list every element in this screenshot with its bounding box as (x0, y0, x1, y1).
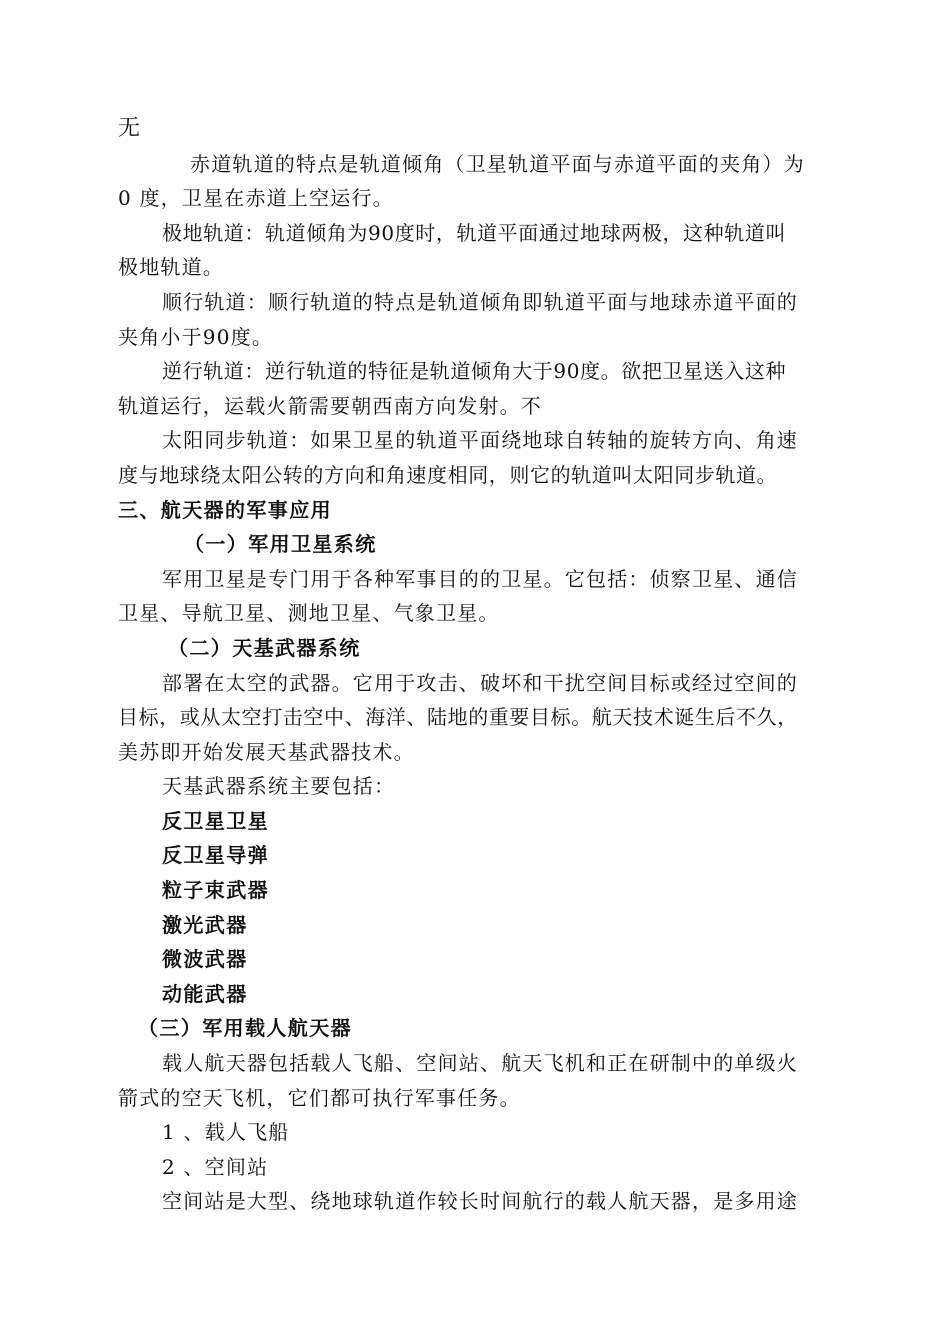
list-item-anti-satellite-satellite: 反卫星卫星 (162, 808, 269, 833)
paragraph-military-satellites: 军用卫星是专门用于各种军事目的的卫星。它包括：侦察卫星、通信 (162, 566, 798, 591)
paragraph-equatorial-orbit-cont: 0 度，卫星在赤道上空运行。 (118, 186, 394, 211)
subsection-heading-manned-spacecraft: （三）军用载人航天器 (138, 1016, 352, 1041)
paragraph-space-station: 空间站是大型、绕地球轨道作较长时间航行的载人航天器，是多用途 (162, 1189, 798, 1214)
list-item-space-station: 2 、空间站 (162, 1154, 269, 1179)
paragraph-sun-synchronous-orbit-cont: 度与地球绕太阳公转的方向和角速度相同，则它的轨道叫太阳同步轨道。 (118, 462, 778, 487)
heading-none: 无 (118, 116, 142, 141)
paragraph-space-weapons-cont: 目标，或从太空打击空中、海洋、陆地的重要目标。航天技术诞生后不久， (118, 705, 798, 730)
paragraph-prograde-orbit-cont: 夹角小于90度。 (118, 324, 274, 349)
paragraph-manned-spacecraft-cont: 箭式的空天飞机，它们都可执行军事任务。 (118, 1085, 521, 1110)
paragraph-equatorial-orbit: 赤道轨道的特点是轨道倾角（卫星轨道平面与赤道平面的夹角）为 (190, 151, 805, 176)
paragraph-sun-synchronous-orbit: 太阳同步轨道：如果卫星的轨道平面绕地球自转轴的旋转方向、角速 (162, 428, 798, 453)
list-item-microwave-weapon: 微波武器 (162, 947, 248, 972)
paragraph-manned-spacecraft: 载人航天器包括载人飞船、空间站、航天飞机和正在研制中的单级火 (162, 1051, 798, 1076)
list-item-manned-spaceship: 1 、载人飞船 (162, 1120, 290, 1145)
paragraph-space-weapons-cont-2: 美苏即开始发展天基武器技术。 (118, 739, 415, 764)
paragraph-prograde-orbit: 顺行轨道：顺行轨道的特点是轨道倾角即轨道平面与地球赤道平面的 (162, 289, 798, 314)
list-item-particle-beam-weapon: 粒子束武器 (162, 878, 269, 903)
subsection-heading-space-weapons: （二）天基武器系统 (168, 635, 361, 660)
list-item-kinetic-weapon: 动能武器 (162, 981, 248, 1006)
paragraph-polar-orbit: 极地轨道：轨道倾角为90度时，轨道平面通过地球两极，这种轨道叫 (162, 220, 787, 245)
paragraph-retrograde-orbit-cont: 轨道运行，运载火箭需要朝西南方向发射。不 (118, 393, 542, 418)
section-heading-military-applications: 三、航天器的军事应用 (118, 497, 332, 522)
paragraph-space-weapons-list-intro: 天基武器系统主要包括： (162, 774, 396, 799)
paragraph-polar-orbit-cont: 极地轨道。 (118, 255, 224, 280)
document-page (118, 112, 836, 1219)
paragraph-military-satellites-cont: 卫星、导航卫星、测地卫星、气象卫星。 (118, 601, 500, 626)
paragraph-space-weapons: 部署在太空的武器。它用于攻击、破坏和干扰空间目标或经过空间的 (162, 670, 798, 695)
list-item-laser-weapon: 激光武器 (162, 912, 248, 937)
paragraph-retrograde-orbit: 逆行轨道：逆行轨道的特征是轨道倾角大于90度。欲把卫星送入这种 (162, 359, 787, 384)
subsection-heading-military-satellites: （一）军用卫星系统 (184, 532, 377, 557)
list-item-anti-satellite-missile: 反卫星导弹 (162, 843, 269, 868)
